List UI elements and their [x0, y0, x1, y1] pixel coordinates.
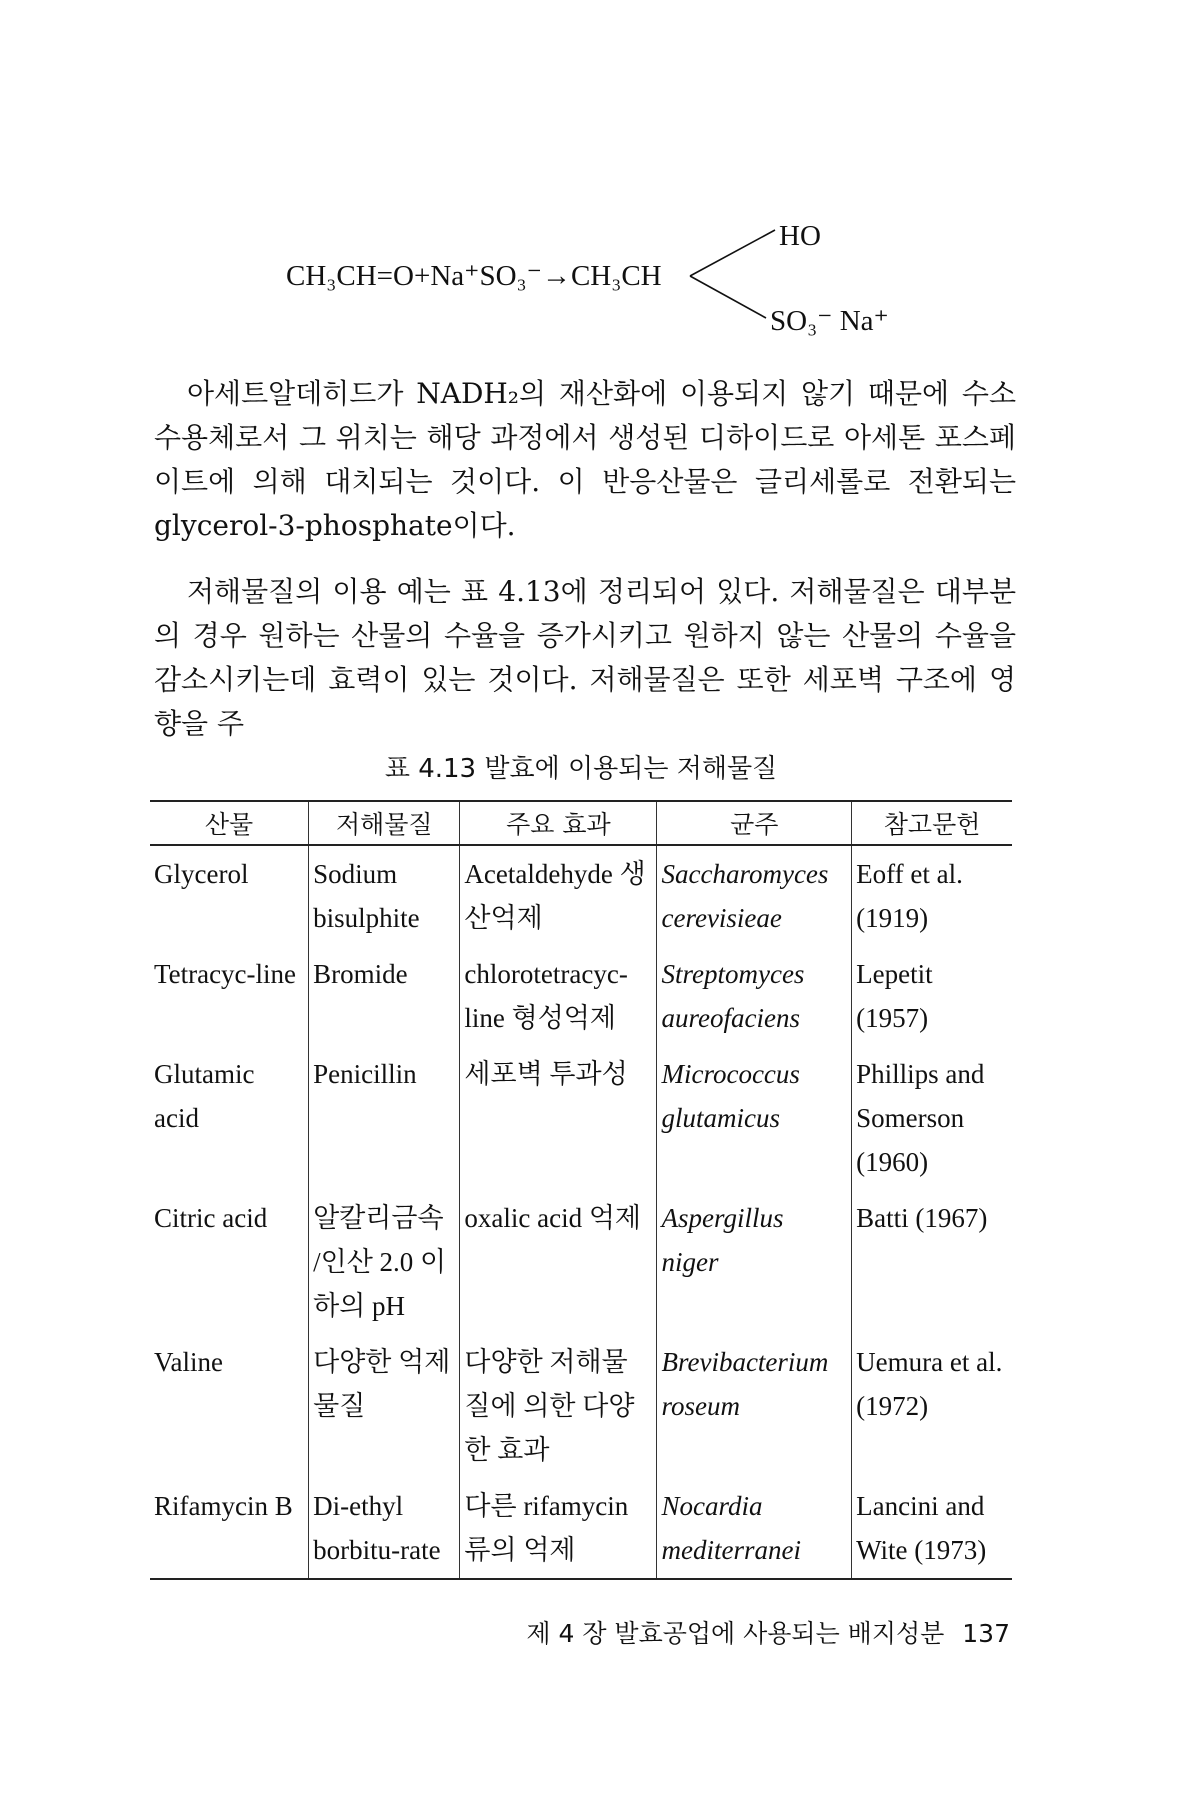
- equation-bottom-branch: SO₃⁻ Na⁺: [770, 305, 889, 337]
- cell-product: Tetracyc-line: [154, 959, 297, 989]
- cell-effect: 다양한 저해물질에 의한 다양한 효과: [460, 1334, 657, 1478]
- header-strain: 균주: [657, 801, 852, 845]
- header-reference: 참고문헌: [852, 801, 1012, 845]
- page-footer: [526, 1614, 1010, 1650]
- cell-strain: Aspergillus niger: [657, 1190, 852, 1334]
- cell-inhibitor: Di-ethyl borbitu-rate: [309, 1478, 460, 1579]
- table-row: [150, 845, 1012, 946]
- table-row: [150, 1478, 1012, 1579]
- cell-inhibitor: 알칼리금속 /인산 2.0 이하의 pH: [309, 1190, 460, 1334]
- cell-strain: Streptomyces aureofaciens: [657, 946, 852, 1046]
- chemical-equation: [150, 218, 910, 348]
- cell-reference: Phillips and Somerson (1960): [852, 1046, 1012, 1190]
- cell-reference: Lancini and Wite (1973): [852, 1478, 1012, 1579]
- equation-left-side: CH₃CH=O+Na⁺SO₃⁻→CH₃CH: [286, 260, 662, 292]
- header-product: 산물: [150, 801, 309, 845]
- cell-product: Valine: [154, 1347, 223, 1377]
- cell-inhibitor: Bromide: [309, 946, 460, 1046]
- header-main-effect: 주요 효과: [460, 801, 657, 845]
- cell-strain: Saccharomyces cerevisieae: [657, 845, 852, 946]
- table-row: [150, 1046, 1012, 1190]
- cell-product: Glutamic acid: [154, 1059, 255, 1133]
- table-row: [150, 1190, 1012, 1334]
- chapter-title: 제 4 장 발효공업에 사용되는 배지성분: [526, 1619, 945, 1648]
- cell-reference: Lepetit (1957): [852, 946, 1012, 1046]
- cell-product: Glycerol: [154, 859, 249, 889]
- cell-effect: 다른 rifamycin 류의 억제: [460, 1478, 657, 1579]
- header-inhibitor: 저해물질: [309, 801, 460, 845]
- cell-reference: Batti (1967): [852, 1190, 1012, 1334]
- cell-strain: Micrococcus glutamicus: [657, 1046, 852, 1190]
- cell-inhibitor: 다양한 억제물질: [309, 1334, 460, 1478]
- cell-product: Citric acid: [154, 1203, 268, 1233]
- table-header-row: [150, 801, 1012, 845]
- cell-product: Rifamycin B: [150, 1478, 309, 1579]
- equation-top-branch: HO: [779, 220, 821, 252]
- cell-effect: chlorotetracyc-line 형성억제: [460, 946, 657, 1046]
- cell-effect: 세포벽 투과성: [460, 1046, 657, 1190]
- cell-reference: Uemura et al. (1972): [852, 1334, 1012, 1478]
- body-paragraph-1: 아세트알데히드가 NADH₂의 재산화에 이용되지 않기 때문에 수소수용체로서 그 위치는 해당 과정에서 생성된 디하이드로 아세톤 포스페이트에 의해 대치되는 것이다. 이 반응산물은 글리세롤로 전환되는 glycerol-3-phosphate이다.: [154, 377, 1016, 542]
- cell-strain: Brevibacterium roseum: [657, 1334, 852, 1478]
- body-paragraph-2: 저해물질의 이용 예는 표 4.13에 정리되어 있다. 저해물질은 대부분의 경우 원하는 산물의 수율을 증가시키고 원하지 않는 산물의 수율을 감소시키는데 효력이 있는 것이다. 저해물질은 또한 세포벽 구조에 영향을 주: [154, 575, 1016, 740]
- table-row: [150, 1334, 1012, 1478]
- table-row: [150, 946, 1012, 1046]
- inhibitor-table: [150, 800, 1012, 1580]
- cell-inhibitor: Sodium bisulphite: [309, 845, 460, 946]
- cell-effect: oxalic acid 억제: [460, 1190, 657, 1334]
- cell-effect: Acetaldehyde 생산억제: [460, 845, 657, 946]
- table-caption: 표 4.13 발효에 이용되는 저해물질: [384, 754, 778, 784]
- cell-strain: Nocardia mediterranei: [657, 1478, 852, 1579]
- cell-reference: Eoff et al. (1919): [852, 845, 1012, 946]
- page-number: 137: [962, 1619, 1010, 1648]
- cell-inhibitor: Penicillin: [309, 1046, 460, 1190]
